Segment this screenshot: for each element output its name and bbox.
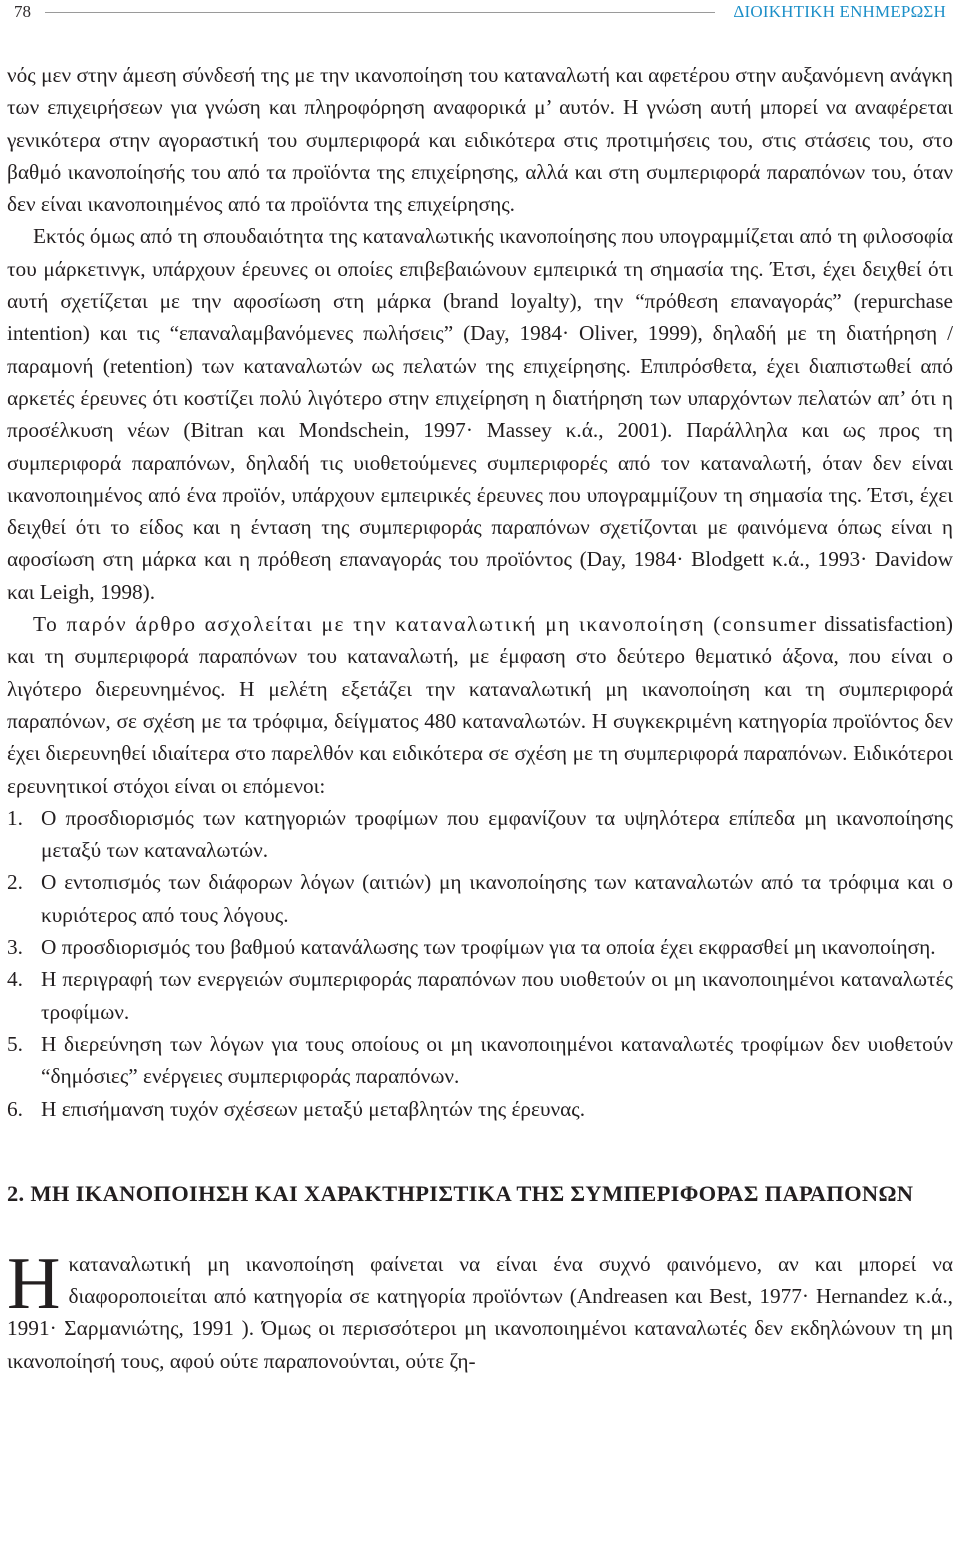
list-item bbox=[7, 1093, 953, 1125]
paragraph-importance: Εκτός όμως από τη σπουδαιότητα της καταναλωτικής ικανοποίησης που υπογραμμίζεται από τη φιλοσοφία του μάρκετινγκ, υπάρχουν έρευνες οι οποίες επιβεβαιώνουν εμπειρικά τη σημασία της. Έτσι, έχει δειχθεί ότι αυτή σχετίζεται με την αφοσίωση στη μάρκα (brand loyalty), την “πρόθεση επαναγοράς” (repurchase intention) και τις “επαναλαμβανόμενες πωλήσεις” (Day, 1984· Oliver, 1999), δηλαδή με τη διατήρηση / παραμονή (retention) των καταναλωτών ως πελατών της επιχείρησης. Επιπρόσθετα, έχει διαπιστωθεί από αρκετές έρευνες ότι κοστίζει πολύ λιγότερο στην επιχείρηση η διατήρηση των υπαρχόντων πελατών απ’ ότι η προσέλκυση νέων (Bitran και Mondschein, 1997· Massey κ.ά., 2001). Παράλληλα και ως προς τη συμπεριφορά παραπόνων, δηλαδή τις υιοθετούμενες συμπεριφορές από τον καταναλωτή, όταν δεν είναι ικανοποιημένος από ένα προϊόν, υπάρχουν εμπειρικές έρευνες που υπογραμμίζουν τη σημασία της. Έτσι, έχει δειχθεί ότι το είδος και η ένταση της συμπεριφοράς παραπόνων σχετίζονται με φαινόμενα όπως είναι η αφοσίωση στη μάρκα και η πρόθεση επαναγοράς του προϊόντος (Day, 1984· Blodgett κ.ά., 1993· Davidow και Leigh, 1998). bbox=[7, 224, 953, 604]
paragraph-article-scope-opening: Το παρόν άρθρο ασχολείται με την καταναλωτική μη ικανοποίηση (consumer bbox=[33, 612, 818, 637]
list-item-number: 5. bbox=[7, 1031, 23, 1056]
paragraph-article-scope bbox=[7, 608, 953, 802]
list-item bbox=[7, 963, 953, 1028]
list-item-number: 1. bbox=[7, 805, 23, 830]
section-heading: 2. ΜΗ ΙΚΑΝΟΠΟΙΗΣΗ ΚΑΙ ΧΑΡΑΚΤΗΡΙΣΤΙΚΑ ΤΗΣ ΣΥΜΠΕΡΙΦΟΡΑΣ ΠΑΡΑΠΟΝΩΝ bbox=[7, 1180, 914, 1206]
list-item-number: 4. bbox=[7, 967, 23, 992]
list-item bbox=[7, 931, 953, 963]
list-item-text: Ο προσδιορισμός των κατηγοριών τροφίμων που εμφανίζουν τα υψηλότερα επίπεδα μη ικανοποίησης μεταξύ των καταναλωτών. bbox=[41, 805, 953, 863]
list-item-text: Ο εντοπισμός των διάφορων λόγων (αιτιών) μη ικανοποίησης των καταναλωτών από τα τρόφιμα και ο κυριότερος από τους λόγους. bbox=[41, 870, 953, 927]
list-item-text: Ο προσδιορισμός του βαθμού κατανάλωσης των τροφίμων για τα οποία έχει εκφρασθεί μη ικανοποίηση. bbox=[41, 935, 936, 960]
list-item-number: 6. bbox=[7, 1096, 23, 1121]
list-item-text: Η περιγραφή των ενεργειών συμπεριφοράς παραπόνων που υιοθετούν οι μη ικανοποιημένοι καταναλωτές τροφίμων. bbox=[41, 967, 953, 1024]
list-item-number: 3. bbox=[7, 935, 23, 960]
paragraph-continuation: νός μεν στην άμεση σύνδεσή της με την ικανοποίηση του καταναλωτή και αφετέρου στην αυξανόμενη ανάγκη των επιχειρήσεων για γνώση και πληροφόρηση αναφορικά μ’ αυτόν. Η γνώση αυτή μπορεί να αναφέρεται γενικότερα στην αγοραστική του συμπεριφορά και ειδικότερα στις προτιμήσεις του, στις στάσεις του, στο βαθμό ικανοποίησής του από τα προϊόντα της επιχείρησης, αλλά και στη συμπεριφορά παραπόνων του, όταν δεν είναι ικανοποιημένος από τα προϊόντα της επιχείρησης. bbox=[7, 63, 953, 217]
research-objectives-list bbox=[7, 802, 953, 1125]
header-rule bbox=[45, 12, 715, 13]
list-item-text: Η επισήμανση τυχόν σχέσεων μεταξύ μεταβλητών της έρευνας. bbox=[41, 1096, 586, 1121]
list-item-text: Η διερεύνηση των λόγων για τους οποίους οι μη ικανοποιημένοι καταναλωτές τροφίμων δεν υιοθετούν “δημόσιες” ενέργειες συμπεριφοράς παραπόνων. bbox=[41, 1031, 953, 1089]
body-text bbox=[7, 59, 953, 1125]
paragraph-article-scope-rest: dissatisfaction) και τη συμπεριφορά παραπόνων του καταναλωτή, με έμφαση στο δεύτερο θεματικό άξονα, που είναι ο λιγότερο διερευνημένος. Η μελέτη εξετάζει την καταναλωτική μη ικανοποίηση και τη συμπεριφορά παραπόνων, σε σχέση με τα τρόφιμα, δείγματος 480 καταναλωτών. Η συγκεκριμένη κατηγορία προϊόντος δεν έχει διερευνηθεί ιδιαίτερα στο παρελθόν και ειδικότερα σε σχέση με τη συμπεριφορά παραπόνων. Ειδικότεροι ερευνητικοί στόχοι είναι οι επόμενοι: bbox=[7, 612, 953, 798]
section-lead-paragraph bbox=[7, 1242, 953, 1377]
drop-cap: Η bbox=[7, 1242, 61, 1325]
list-item bbox=[7, 802, 953, 867]
list-item bbox=[7, 1028, 953, 1093]
running-header bbox=[7, 0, 953, 30]
page-number: 78 bbox=[14, 2, 31, 21]
list-item bbox=[7, 866, 953, 931]
journal-title: ΔΙΟΙΚΗΤΙΚΗ ΕΝΗΜΕΡΩΣΗ bbox=[733, 2, 946, 21]
section-lead-text: καταναλωτική μη ικανοποίηση φαίνεται να είναι ένα συχνό φαινόμενο, αν και μπορεί να διαφοροποιείται από κατηγορία σε κατηγορία προϊόντων (Andreasen και Best, 1977· Hernandez κ.ά., 1991· Σαρμανιώτης, 1991 ). Όμως οι περισσότεροι μη ικανοποιημένοι καταναλωτές δεν εκδηλώνουν τη μη ικανοποίησή τους, αφού ούτε παραπονούνται, ούτε ζη- bbox=[7, 1251, 953, 1373]
list-item-number: 2. bbox=[7, 870, 23, 895]
